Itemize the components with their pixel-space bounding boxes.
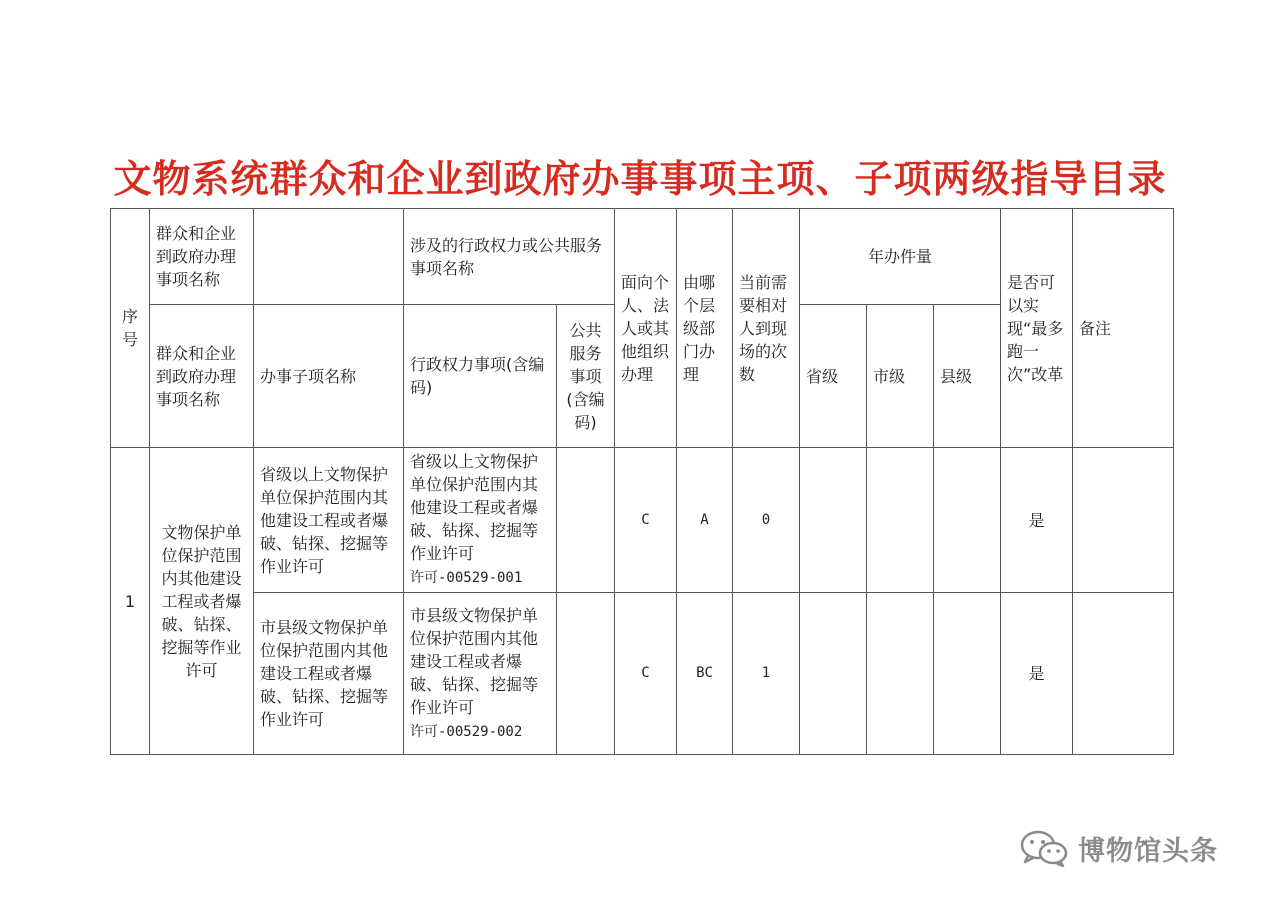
header-city: 市级 [867,305,934,448]
header-sub-item: 办事子项名称 [254,305,404,448]
header-level: 由哪个层级部门办理 [677,209,733,448]
directory-table [110,208,1174,755]
page-title: 文物系统群众和企业到政府办事事项主项、子项两级指导目录 [113,156,1167,201]
header-seq: 序号 [111,209,150,448]
header-province: 省级 [800,305,867,448]
header-county: 县级 [934,305,1001,448]
header-admin-power: 行政权力事项(含编码) [404,305,557,448]
header-remarks: 备注 [1073,209,1174,448]
province-volume-cell [800,448,867,593]
county-volume-cell [934,448,1001,593]
watermark-text: 博物馆头条 [1078,835,1218,867]
header-blank-cell [254,209,404,305]
row-seq: 1 [111,448,150,755]
public-service-cell [557,448,615,593]
row-main-item: 文物保护单位保护范围内其他建设工程或者爆破、钻探、挖掘等作业许可 [150,448,254,755]
target-cell: C [615,593,677,755]
sub-item-name: 省级以上文物保护单位保护范围内其他建设工程或者爆破、钻探、挖掘等作业许可 [254,448,404,593]
level-cell: A [677,448,733,593]
remarks-cell [1073,593,1174,755]
watermark [1018,826,1218,870]
city-volume-cell [867,593,934,755]
header-main-item-top: 群众和企业到政府办理事项名称 [150,209,254,305]
level-cell: BC [677,593,733,755]
sub-item-name: 市县级文物保护单位保护范围内其他建设工程或者爆破、钻探、挖掘等作业许可 [254,593,404,755]
table-row [111,448,1174,593]
public-service-cell [557,593,615,755]
reform-cell: 是 [1001,448,1073,593]
admin-power-name: 市县级文物保护单位保护范围内其他建设工程或者爆破、钻探、挖掘等作业许可 [410,605,539,717]
header-reform: 是否可以实现“最多跑一次”改革 [1001,209,1073,448]
admin-power-cell [404,448,557,593]
admin-power-code: 许可-00529-001 [410,570,523,586]
header-visits: 当前需要相对人到现场的次数 [733,209,800,448]
table-row [111,593,1174,755]
visits-cell: 0 [733,448,800,593]
city-volume-cell [867,448,934,593]
header-annual-volume: 年办件量 [800,209,1001,305]
header-public-service: 公共服务事项(含编码) [557,305,615,448]
admin-power-cell [404,593,557,755]
target-cell: C [615,448,677,593]
admin-power-code: 许可-00529-002 [410,723,523,740]
reform-cell: 是 [1001,593,1073,755]
header-power-group: 涉及的行政权力或公共服务事项名称 [404,209,615,305]
wechat-icon [1018,829,1070,867]
header-main-item-bottom: 群众和企业到政府办理事项名称 [150,305,254,448]
header-target: 面向个人、法人或其他组织办理 [615,209,677,448]
province-volume-cell [800,593,867,755]
header-row-1 [111,209,1174,305]
visits-cell: 1 [733,593,800,755]
admin-power-name: 省级以上文物保护单位保护范围内其他建设工程或者爆破、钻探、挖掘等作业许可 [410,452,539,563]
county-volume-cell [934,593,1001,755]
remarks-cell [1073,448,1174,593]
